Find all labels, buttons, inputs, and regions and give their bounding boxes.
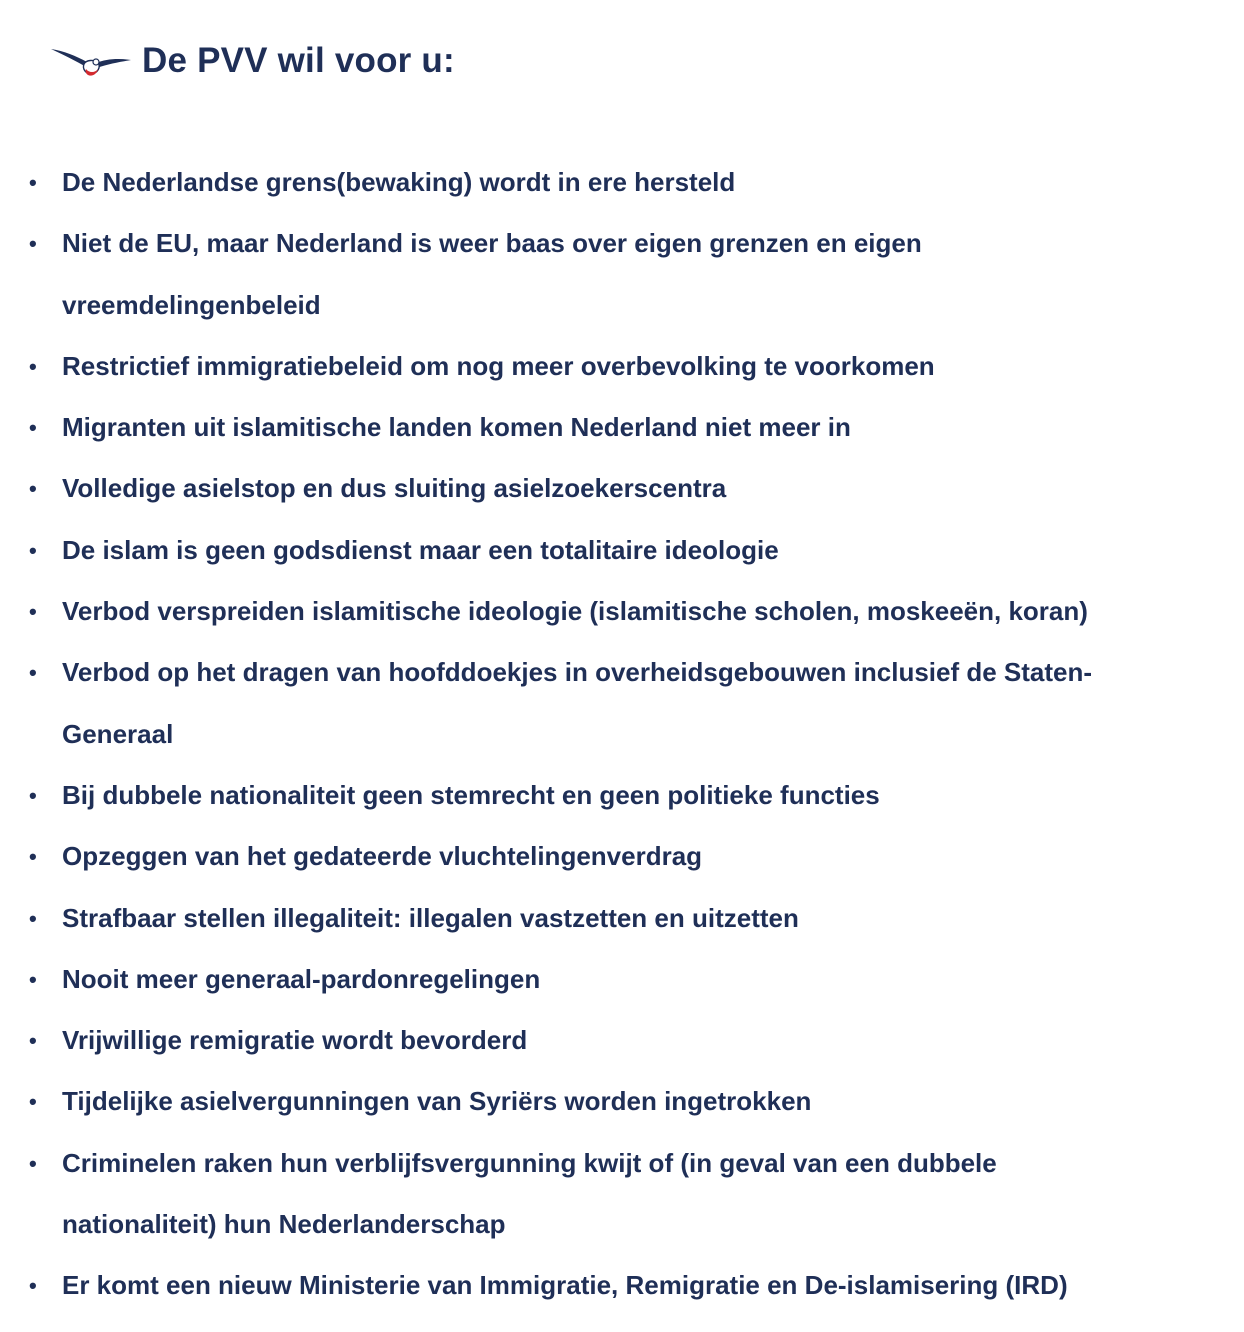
list-item-text: nationaliteit) hun Nederlanderschap [62,1209,506,1240]
list-item [0,765,1244,826]
list-item-text: Nooit meer generaal-pardonregelingen [62,963,541,994]
list-item [0,1071,1244,1132]
list-item-text: Er komt een nieuw Ministerie van Immigratie, Remigratie en De-islamisering (IRD) [62,1270,1068,1301]
list-item-text: Strafbaar stellen illegaliteit: illegalen vastzetten en uitzetten [62,902,799,933]
list-item-text: Tijdelijke asielvergunningen van Syriërs worden ingetrokken [62,1086,812,1117]
list-item-text: Verbod verspreiden islamitische ideologie (islamitische scholen, moskeeën, koran) [62,596,1088,627]
list-item [0,1133,1244,1256]
list-item [0,826,1244,887]
bullet-icon: • [29,476,37,502]
list-item-text: Verbod op het dragen van hoofddoekjes in overheidsgebouwen inclusief de Staten- [62,657,1093,688]
list-item [0,458,1244,519]
bullet-icon: • [29,353,37,379]
page-title: De PVV wil voor u: [142,40,455,80]
bullet-icon: • [29,231,37,257]
list-item-text: Niet de EU, maar Nederland is weer baas over eigen grenzen en eigen [62,228,922,259]
bullet-icon: • [29,782,37,808]
list-item [0,888,1244,949]
list-item-text: Opzeggen van het gedateerde vluchtelingenverdrag [62,841,703,872]
bullet-icon: • [29,1028,37,1054]
list-item-text: Vrijwillige remigratie wordt bevorderd [62,1025,528,1056]
list-item-text: Criminelen raken hun verblijfsvergunning kwijt of (in geval van een dubbele [62,1147,997,1178]
list-item [0,581,1244,642]
bullet-icon: • [29,966,37,992]
list-item [0,1010,1244,1071]
list-item [0,642,1244,765]
list-item [0,397,1244,458]
bullet-icon: • [29,170,37,195]
list-item [0,213,1244,336]
list-item [0,152,1244,213]
list-item-text: Migranten uit islamitische landen komen Nederland niet meer in [62,412,851,443]
list-item-text: Generaal [62,718,174,749]
bullet-icon: • [29,660,37,686]
pvv-seagull-logo-icon [50,40,132,80]
bullet-icon: • [29,1273,37,1299]
header [50,36,455,84]
list-item-text: De islam is geen godsdienst maar een totalitaire ideologie [62,534,779,565]
list-item-text: Bij dubbele nationaliteit geen stemrecht en geen politieke functies [62,779,880,810]
list-item-text: Volledige asielstop en dus sluiting asielzoekerscentra [62,473,727,504]
list-item-text: vreemdelingenbeleid [62,289,321,320]
list-item [0,520,1244,581]
bullet-icon: • [29,415,37,441]
bullet-icon: • [29,1089,37,1115]
list-item [0,1255,1244,1316]
bullet-icon: • [29,599,37,625]
list-item-text: Restrictief immigratiebeleid om nog meer overbevolking te voorkomen [62,350,935,381]
bullet-icon: • [29,905,37,931]
list-item-text: De Nederlandse grens(bewaking) wordt in ere hersteld [62,167,736,197]
policy-list [0,152,1244,1317]
bullet-icon: • [29,844,37,870]
bullet-icon: • [29,537,37,563]
list-item [0,336,1244,397]
list-item [0,949,1244,1010]
bullet-icon: • [29,1150,37,1176]
